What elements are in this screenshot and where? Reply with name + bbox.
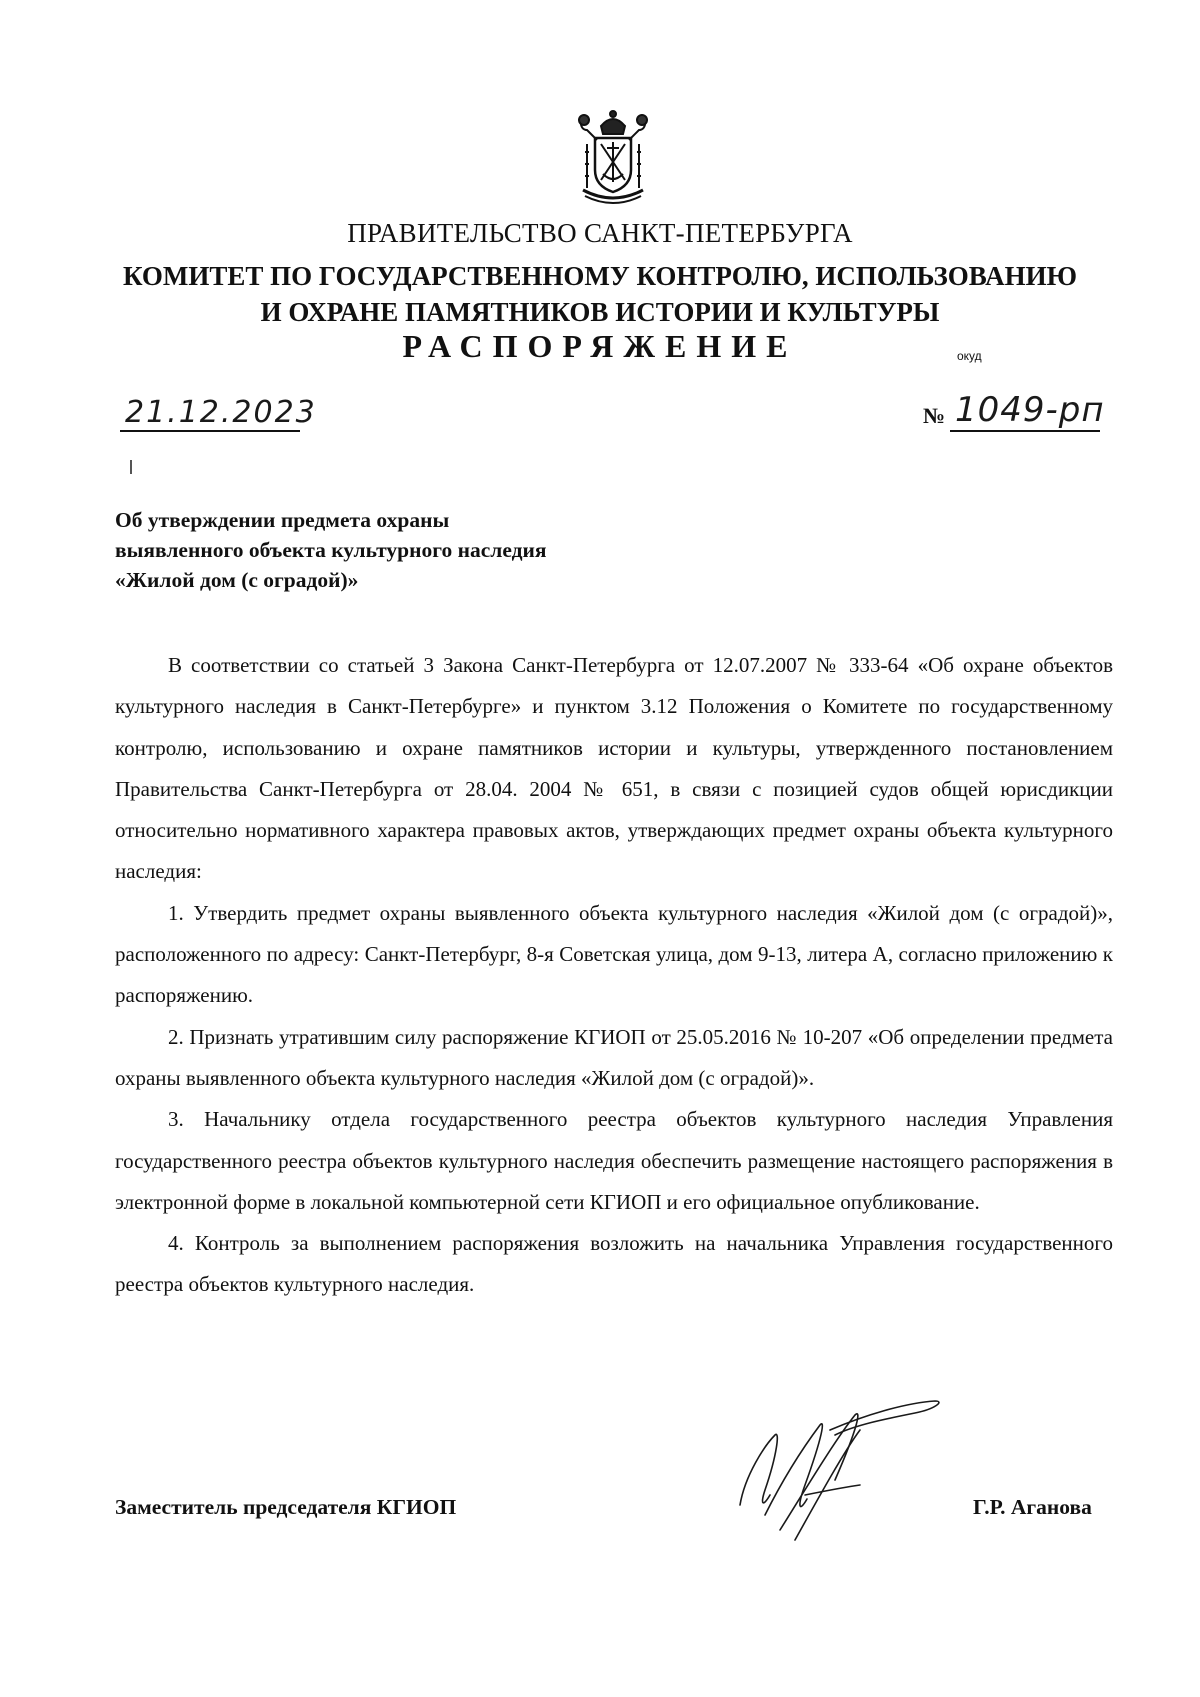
document-number: 1049-рп (955, 390, 1105, 430)
order-item-4: 4. Контроль за выполнением распоряжения возложить на начальника Управления государственного реестра объектов культурного наследия. (115, 1231, 1113, 1297)
government-name: ПРАВИТЕЛЬСТВО САНКТ-ПЕТЕРБУРГА (347, 218, 853, 248)
subject-line: выявленного объекта культурного наследия (115, 538, 547, 562)
coat-of-arms-icon (575, 108, 651, 212)
handwritten-signature-icon (735, 1395, 945, 1545)
okud-label: окуд (957, 349, 982, 363)
number-sign: № (923, 403, 946, 428)
document-type-title: РАСПОРЯЖЕНИЕ (402, 328, 798, 364)
document-subject (115, 505, 547, 595)
document-date: 21.12.2023 (125, 395, 317, 430)
number-underline (950, 430, 1100, 432)
order-item-1: 1. Утвердить предмет охраны выявленного объекта культурного наследия «Жилой дом (с оградой)», расположенного по адресу: Санкт-Петербург, 8-я Советская улица, дом 9-13, литера А, согласно приложению к распоряжению. (115, 900, 1113, 1008)
order-item-2: 2. Признать утратившим силу распоряжение КГИОП от 25.05.2016 № 10-207 «Об определении предмета охраны выявленного объекта культурного наследия «Жилой дом (с оградой)». (115, 1024, 1113, 1090)
signer-position: Заместитель председателя КГИОП (115, 1495, 457, 1519)
committee-name-line: И ОХРАНЕ ПАМЯТНИКОВ ИСТОРИИ И КУЛЬТУРЫ (260, 297, 940, 327)
document-body (115, 645, 1113, 1306)
signer-name: Г.Р. Аганова (973, 1495, 1092, 1519)
committee-name (0, 258, 1200, 330)
date-underline (120, 430, 300, 432)
preamble-paragraph: В соответствии со статьей 3 Закона Санкт-Петербурга от 12.07.2007 № 333-64 «Об охране объектов культурного наследия в Санкт-Петербурге» и пунктом 3.12 Положения о Комитете по государственному контролю, использованию и охране памятников истории и культуры, утвержденного постановлением Правительства Санкт-Петербурга от 28.04. 2004 № 651, в связи с позицией судов общей юрисдикции относительно нормативного характера правовых актов, утверждающих предмет охраны объекта культурного наследия: (115, 653, 1113, 884)
subject-line: Об утверждении предмета охраны (115, 508, 450, 532)
order-item-3: 3. Начальнику отдела государственного реестра объектов культурного наследия Управления государственного реестра объектов культурного наследия обеспечить размещение настоящего распоряжения в электронной форме в локальной компьютерной сети КГИОП и его официальное опубликование. (115, 1107, 1113, 1214)
committee-name-line: КОМИТЕТ ПО ГОСУДАРСТВЕННОМУ КОНТРОЛЮ, ИСПОЛЬЗОВАНИЮ (123, 261, 1077, 291)
subject-line: «Жилой дом (с оградой)» (115, 568, 359, 592)
scan-speck (130, 460, 132, 474)
